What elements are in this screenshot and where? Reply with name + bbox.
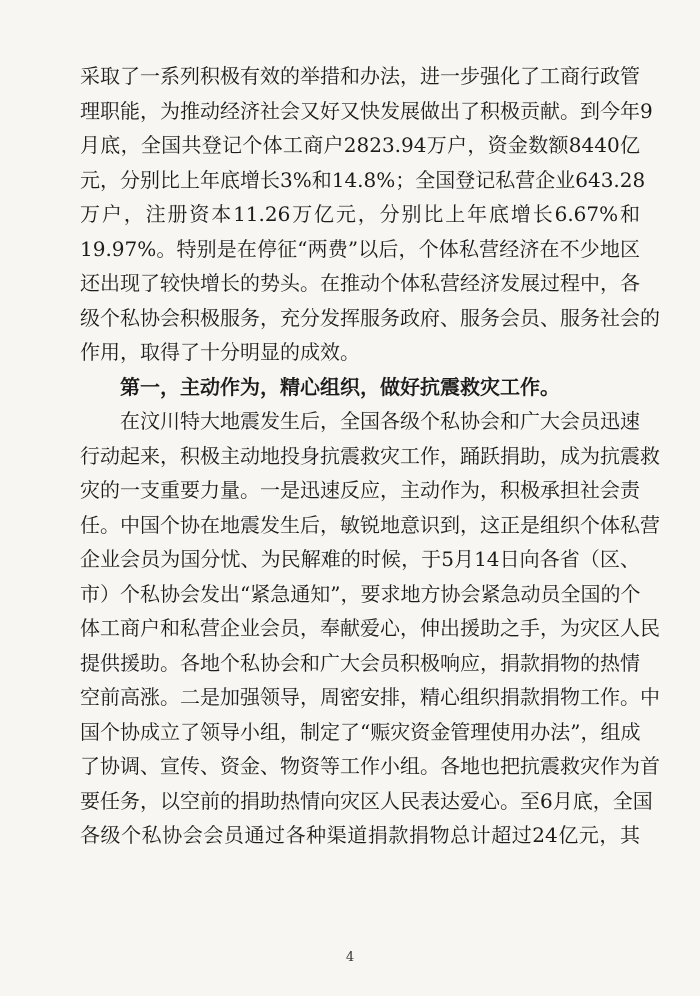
text-line: 元，分别比上年底增长3%和14.8%；全国登记私营企业643.28 xyxy=(80,167,646,192)
text-line: 国个协成立了领导小组，制定了“赈灾资金管理使用办法”，组成 xyxy=(80,719,641,744)
document-body xyxy=(80,64,660,860)
text-line: 采取了一系列积极有效的举措和办法，进一步强化了工商行政管 xyxy=(80,64,640,88)
text-line: 了协调、宣传、资金、物资等工作小组。各地也把抗震救灾作为首 xyxy=(80,754,660,778)
text-line: 各级个私协会会员通过各种渠道捐款捐物总计超过24亿元，其 xyxy=(80,823,640,847)
text-line: 灾的一支重要力量。一是迅速反应，主动作为，积极承担社会责 xyxy=(80,478,640,502)
page-number: 4 xyxy=(345,950,355,965)
text-line: 提供援助。各地个私协会和广大会员积极响应，捐款捐物的热情 xyxy=(80,650,640,675)
text-line: 任。中国个协在地震发生后，敏锐地意识到，这正是组织个体私营 xyxy=(80,512,660,537)
paragraph-earthquake-relief xyxy=(80,409,660,860)
text-line: 理职能，为推动经济社会又好又快发展做出了积极贡献。到今年9 xyxy=(80,98,653,123)
text-line: 要任务，以空前的捐助热情向灾区人民表达爱心。至6月底，全国 xyxy=(80,788,653,813)
text-line: 在汶川特大地震发生后，全国各级个私协会和广大会员迅速 xyxy=(120,409,640,433)
text-line: 级个私协会积极服务，充分发挥服务政府、服务会员、服务社会的 xyxy=(80,305,660,330)
text-line: 企业会员为国分忧、为民解难的时候，于5月14日向各省（区、 xyxy=(80,547,640,571)
section-heading xyxy=(80,374,640,412)
section-heading-text: 第一，主动作为，精心组织，做好抗震救灾工作。 xyxy=(120,374,560,399)
text-line: 19.97%。特别是在停征“两费”以后，个体私营经济在不少地区 xyxy=(80,236,640,261)
text-line: 市）个私协会发出“紧急通知”，要求地方协会紧急动员全国的个 xyxy=(80,581,641,606)
text-line: 行动起来，积极主动地投身抗震救灾工作，踊跃捐助，成为抗震救 xyxy=(80,443,660,468)
text-line: 体工商户和私营企业会员，奉献爱心，伸出援助之手，为灾区人民 xyxy=(80,616,660,640)
text-line: 月底，全国共登记个体工商户2823.94万户，资金数额8440亿 xyxy=(80,133,640,157)
text-line: 万户，注册资本11.26万亿元，分别比上年底增长6.67%和 xyxy=(80,202,640,226)
text-line: 作用，取得了十分明显的成效。 xyxy=(80,340,360,364)
text-line: 空前高涨。二是加强领导，周密安排，精心组织捐款捐物工作。中 xyxy=(80,685,660,709)
text-line: 还出现了较快增长的势头。在推动个体私营经济发展过程中，各 xyxy=(80,271,640,295)
paragraph-achievements xyxy=(80,64,660,377)
